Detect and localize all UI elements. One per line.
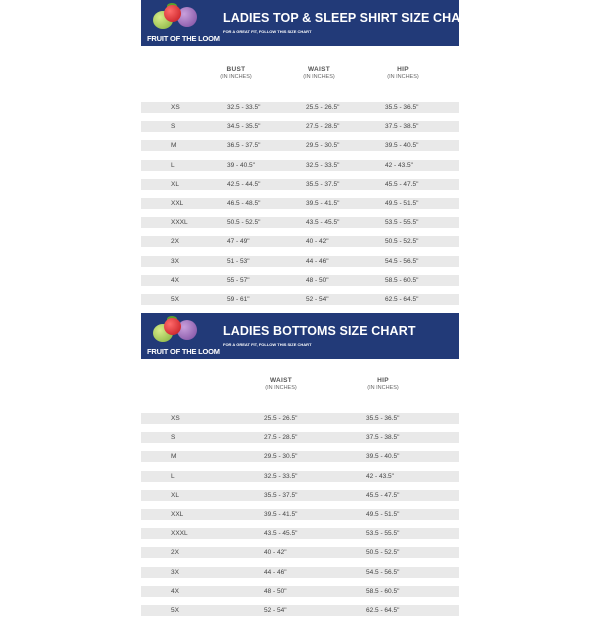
- hip-value: 58.5 - 60.5": [385, 276, 419, 284]
- waist-value: 25.5 - 26.5": [306, 104, 340, 111]
- bottom-chart-column-headers: [141, 377, 459, 401]
- top-chart-title: LADIES TOP & SLEEP SHIRT SIZE CHART: [223, 11, 478, 25]
- waist-value: 44 - 46": [264, 568, 287, 576]
- waist-value: 29.5 - 30.5": [306, 142, 340, 150]
- hip-value: 53.5 - 55.5": [385, 219, 419, 227]
- table-row: [141, 526, 459, 545]
- size-label: 5X: [171, 606, 179, 614]
- table-row: [141, 100, 459, 119]
- hip-value: 49.5 - 51.5": [366, 511, 400, 518]
- waist-value: 32.5 - 33.5": [306, 161, 340, 169]
- hip-value: 39.5 - 40.5": [385, 142, 419, 150]
- apple-icon: [164, 5, 181, 22]
- apple-icon: [164, 318, 181, 335]
- size-chart-document: [141, 0, 478, 622]
- waist-value: 32.5 - 33.5": [264, 472, 298, 480]
- table-row: [141, 292, 459, 311]
- waist-value: 39.5 - 41.5": [264, 511, 298, 518]
- waist-value: 27.5 - 28.5": [264, 434, 298, 442]
- fruit-logo: [147, 316, 220, 358]
- column-header-hip: HIP (IN INCHES): [367, 377, 399, 392]
- table-row: [141, 273, 459, 292]
- size-label: S: [171, 434, 176, 442]
- waist-value: 27.5 - 28.5": [306, 123, 340, 131]
- table-row: [141, 565, 459, 584]
- waist-value: 25.5 - 26.5": [264, 415, 298, 423]
- waist-value: 44 - 46": [306, 257, 329, 265]
- table-row: [141, 215, 459, 234]
- hip-value: 42 - 43.5": [366, 472, 394, 480]
- size-label: 3X: [171, 568, 179, 576]
- hip-value: 35.5 - 36.5": [366, 415, 400, 423]
- size-label: M: [171, 453, 177, 461]
- table-row: [141, 507, 459, 526]
- table-row: [141, 430, 459, 449]
- hip-value: 58.5 - 60.5": [366, 587, 400, 595]
- size-label: XS: [171, 104, 180, 111]
- waist-value: 52 - 54": [306, 295, 329, 303]
- size-label: XXXL: [171, 219, 188, 227]
- size-label: 2X: [171, 549, 179, 557]
- waist-value: 40 - 42": [306, 238, 329, 246]
- table-row: [141, 196, 459, 215]
- bottom-chart-table: [141, 411, 459, 622]
- bust-value: 55 - 57": [227, 276, 250, 284]
- hip-value: 54.5 - 56.5": [385, 257, 419, 265]
- size-label: XL: [171, 180, 179, 188]
- column-header-waist: WAIST (IN INCHES): [265, 377, 297, 392]
- waist-value: 35.5 - 37.5": [264, 491, 298, 499]
- table-row: [141, 545, 459, 564]
- hip-value: 50.5 - 52.5": [385, 238, 419, 246]
- bust-value: 51 - 53": [227, 257, 250, 265]
- waist-value: 52 - 54": [264, 606, 287, 614]
- waist-value: 43.5 - 45.5": [264, 530, 298, 538]
- hip-value: 62.5 - 64.5": [385, 295, 419, 303]
- table-row: [141, 158, 459, 177]
- waist-value: 43.5 - 45.5": [306, 219, 340, 227]
- brand-logo-text: FRUIT OF THE LOOM: [147, 34, 220, 43]
- table-row: [141, 603, 459, 622]
- table-row: [141, 584, 459, 603]
- table-row: [141, 138, 459, 157]
- hip-value: 39.5 - 40.5": [366, 453, 400, 461]
- size-label: 4X: [171, 276, 179, 284]
- brand-logo-text: FRUIT OF THE LOOM: [147, 347, 220, 357]
- bottom-chart-banner: [141, 313, 459, 359]
- size-label: 3X: [171, 257, 179, 265]
- table-row: [141, 177, 459, 196]
- bust-value: 47 - 49": [227, 238, 250, 246]
- size-label: XXL: [171, 511, 184, 518]
- hip-value: 45.5 - 47.5": [366, 491, 400, 499]
- table-row: [141, 254, 459, 273]
- hip-value: 50.5 - 52.5": [366, 549, 400, 557]
- size-label: 5X: [171, 295, 179, 303]
- column-header-hip: HIP (IN INCHES): [387, 66, 419, 80]
- waist-value: 29.5 - 30.5": [264, 453, 298, 461]
- bust-value: 59 - 61": [227, 295, 250, 303]
- bottom-chart-title: LADIES BOTTOMS SIZE CHART: [223, 324, 416, 339]
- bust-value: 39 - 40.5": [227, 161, 255, 169]
- top-chart-banner: [141, 0, 478, 46]
- table-row: [141, 234, 459, 253]
- bust-value: 34.5 - 35.5": [227, 123, 261, 131]
- table-row: [141, 488, 459, 507]
- hip-value: 49.5 - 51.5": [385, 199, 419, 207]
- size-label: XS: [171, 415, 180, 423]
- waist-value: 48 - 50": [306, 276, 329, 284]
- table-row: [141, 449, 459, 468]
- size-label: M: [171, 142, 177, 150]
- table-row: [141, 469, 459, 488]
- hip-value: 37.5 - 38.5": [366, 434, 400, 442]
- bust-value: 36.5 - 37.5": [227, 142, 261, 150]
- size-label: 2X: [171, 238, 179, 246]
- column-header-bust: BUST (IN INCHES): [220, 66, 252, 80]
- hip-value: 53.5 - 55.5": [366, 530, 400, 538]
- waist-value: 39.5 - 41.5": [306, 199, 340, 207]
- table-row: [141, 119, 459, 138]
- table-row: [141, 411, 459, 430]
- size-label: XXL: [171, 199, 184, 207]
- size-label: 4X: [171, 587, 179, 595]
- fruit-logo: [147, 3, 220, 45]
- hip-value: 37.5 - 38.5": [385, 123, 419, 131]
- column-header-waist: WAIST (IN INCHES): [303, 66, 335, 80]
- size-label: XL: [171, 491, 179, 499]
- hip-value: 35.5 - 36.5": [385, 104, 419, 111]
- bust-value: 46.5 - 48.5": [227, 199, 261, 207]
- bottom-chart-subtitle: FOR A GREAT FIT, FOLLOW THIS SIZE CHART: [223, 342, 312, 348]
- hip-value: 62.5 - 64.5": [366, 606, 400, 614]
- size-label: L: [171, 161, 175, 169]
- top-chart-table: [141, 100, 459, 311]
- top-chart-column-headers: [141, 66, 459, 90]
- size-label: XXXL: [171, 530, 188, 538]
- hip-value: 42 - 43.5": [385, 161, 413, 169]
- bust-value: 42.5 - 44.5": [227, 180, 261, 188]
- waist-value: 48 - 50": [264, 587, 287, 595]
- top-chart-subtitle: FOR A GREAT FIT, FOLLOW THIS SIZE CHART: [223, 29, 312, 34]
- hip-value: 45.5 - 47.5": [385, 180, 419, 188]
- bust-value: 32.5 - 33.5": [227, 104, 261, 111]
- waist-value: 40 - 42": [264, 549, 287, 557]
- waist-value: 35.5 - 37.5": [306, 180, 340, 188]
- hip-value: 54.5 - 56.5": [366, 568, 400, 576]
- bust-value: 50.5 - 52.5": [227, 219, 261, 227]
- size-label: S: [171, 123, 176, 131]
- size-label: L: [171, 472, 175, 480]
